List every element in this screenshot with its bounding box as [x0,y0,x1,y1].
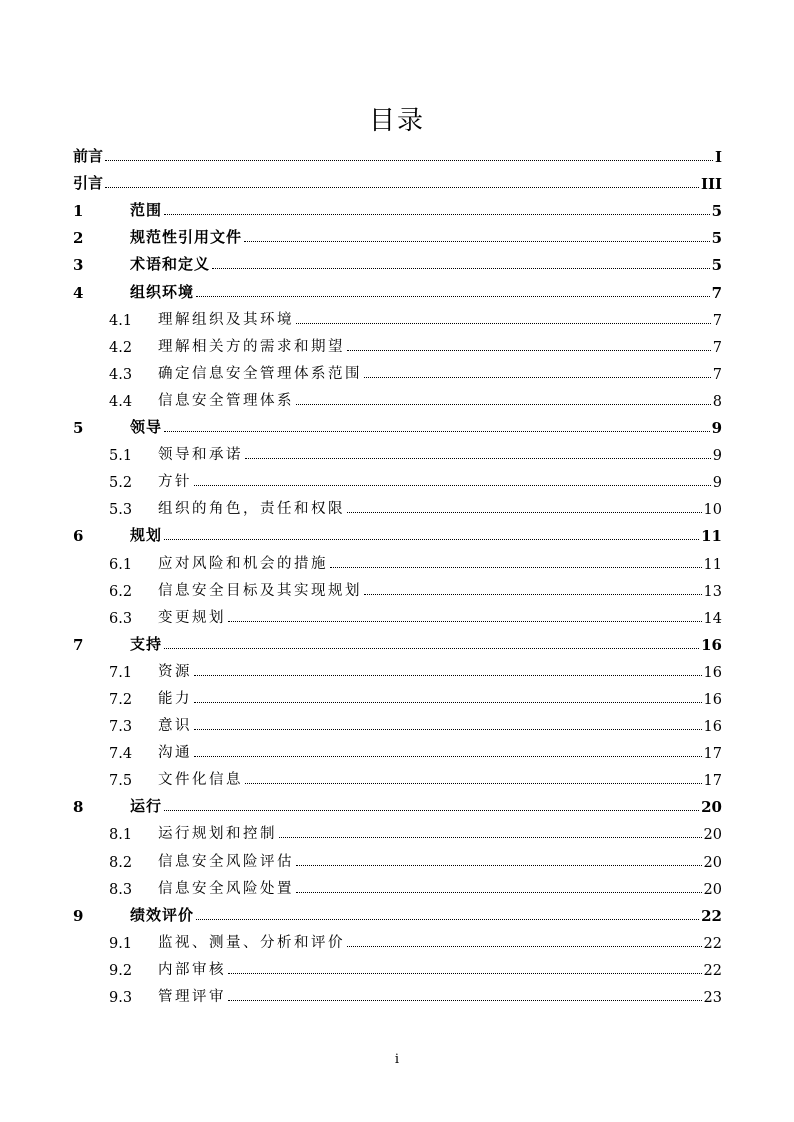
toc-entry-number: 9 [73,906,84,925]
dot-leader [164,431,710,432]
toc-entry-number: 4.1 [109,312,133,329]
toc-entry-number: 4.4 [109,393,133,410]
toc-entry-number: 8.1 [109,827,133,844]
dot-leader [296,892,702,893]
dot-leader [194,756,702,757]
page-number: i [394,1052,400,1067]
toc-entry-page[interactable]: 22 [703,935,722,952]
dot-leader [228,973,702,974]
toc-entry[interactable] [73,139,722,166]
toc-entry[interactable] [73,383,722,410]
toc-entry-title[interactable]: 方针 [158,474,192,491]
dot-leader [245,458,711,459]
toc-entry-number: 4.3 [109,366,133,383]
toc-entry-title[interactable]: 变更规划 [158,609,226,626]
toc-entry-page[interactable]: 7 [712,366,722,383]
toc-entry-page[interactable]: 22 [703,962,722,979]
toc-entry-page[interactable]: 16 [703,664,722,681]
toc-entry-page[interactable]: 13 [703,583,722,600]
dot-leader [164,648,699,649]
toc-entry-page[interactable]: 5 [711,229,722,248]
toc-entry-number: 4 [73,283,84,302]
toc-entry-page[interactable]: 7 [712,339,722,356]
toc-entry-page[interactable]: 10 [703,502,722,519]
toc-entry[interactable] [73,762,722,789]
toc-entry[interactable] [73,518,722,545]
toc-entry-number: 6.2 [109,583,133,600]
toc-entry[interactable] [73,464,722,491]
toc-entry[interactable] [73,274,722,301]
toc-entry-title[interactable]: 规划 [130,526,163,545]
toc-entry[interactable] [73,545,722,572]
toc-entry-number: 7 [73,635,84,654]
toc-entry-title[interactable]: 信息安全管理体系 [158,392,294,409]
toc-entry-title[interactable]: 意识 [158,718,192,735]
dot-leader [194,729,702,730]
dot-leader [364,594,702,595]
toc-entry-number: 6.3 [109,610,133,627]
toc-entry-number: 6 [73,527,84,546]
page-title: 目录 [368,106,425,136]
toc-entry-title[interactable]: 术语和定义 [130,255,211,274]
toc-entry[interactable] [73,816,722,843]
toc-entry[interactable] [73,871,722,898]
toc-entry-page[interactable]: 5 [711,202,722,221]
toc-entry-title[interactable]: 信息安全风险处置 [158,880,294,897]
dot-leader [296,865,702,866]
dot-leader [196,296,710,297]
toc-entry[interactable] [73,220,722,247]
toc-entry-title[interactable]: 运行规划和控制 [158,826,277,843]
toc-entry-number: 7.1 [109,664,133,681]
toc-entry-number: 8 [73,798,84,817]
toc-entry-number: 9.3 [109,990,133,1006]
toc-entry[interactable] [73,600,722,627]
toc-entry[interactable] [73,789,722,816]
toc-entry[interactable] [73,735,722,762]
toc-entry-number: 3 [73,256,84,275]
toc-entry-title[interactable]: 能力 [158,690,192,707]
toc-entry-number: 6.1 [109,556,133,573]
dot-leader [279,837,702,838]
toc-entry-page[interactable]: 17 [703,773,722,790]
toc-entry[interactable] [73,302,722,329]
toc-entry[interactable] [73,843,722,870]
dot-leader [105,187,699,188]
toc-entry-page[interactable]: 5 [711,256,722,275]
toc-entry-page[interactable]: 7 [711,283,722,302]
dot-leader [347,350,711,351]
dot-leader [105,160,713,161]
toc-entry-page[interactable]: 11 [703,556,722,573]
dot-leader [194,702,702,703]
dot-leader [194,675,702,676]
dot-leader [164,539,699,540]
dot-leader [196,919,699,920]
toc-entry-page[interactable]: 7 [712,312,722,329]
dot-leader [347,512,702,513]
toc-entry-page[interactable]: 16 [703,719,722,736]
toc-entry-page[interactable]: 16 [703,691,722,708]
toc-entry[interactable] [73,681,722,708]
toc-entry[interactable] [73,979,722,1006]
toc-entry[interactable] [73,952,722,979]
toc-entry-title[interactable]: 领导和承诺 [158,447,243,464]
toc-entry-title[interactable]: 管理评审 [158,989,226,1005]
toc-entry-title[interactable]: 范围 [130,201,163,220]
dot-leader [296,404,711,405]
dot-leader [330,567,702,568]
toc-entry-page[interactable]: 9 [712,475,722,492]
toc-entry-title[interactable]: 内部审核 [158,961,226,978]
toc-entry-page[interactable]: 11 [701,527,722,546]
toc-entry[interactable] [73,925,722,952]
toc-entry[interactable] [73,491,722,518]
toc-entry[interactable] [73,166,722,193]
dot-leader [347,946,702,947]
dot-leader [228,1000,702,1001]
toc-entry-page[interactable]: 9 [712,448,722,465]
toc-entry-title[interactable]: 理解组织及其环境 [158,311,294,328]
toc-entry-number: 9.1 [109,935,133,952]
toc-entry-page[interactable]: 9 [711,419,722,438]
toc-entry-title[interactable]: 组织的角色，责任和权限 [158,501,345,518]
toc-entry-title[interactable]: 组织环境 [130,282,195,301]
toc-entry-page[interactable]: 14 [703,610,722,627]
toc-entry-number: 1 [73,202,84,221]
toc-entry-number: 7.4 [109,746,133,763]
dot-leader [228,621,702,622]
toc-entry-page[interactable]: 17 [703,746,722,763]
toc-entry-title[interactable]: 理解相关方的需求和期望 [158,338,345,355]
dot-leader [244,241,710,242]
toc-entry-title[interactable]: 信息安全目标及其实现规划 [158,582,362,599]
toc-entry-page[interactable]: 16 [701,635,722,654]
dot-leader [164,810,699,811]
toc-entry-page[interactable]: I [714,148,722,167]
toc-entry-page[interactable]: 23 [703,990,722,1006]
toc-entry-title[interactable]: 绩效评价 [130,905,195,924]
dot-leader [296,323,711,324]
toc-entry[interactable] [73,329,722,356]
toc-entry-number: 7.5 [109,773,133,790]
toc-entry-number: 2 [73,229,84,248]
toc-entry-page[interactable]: 20 [703,881,722,898]
toc-entry[interactable] [73,356,722,383]
toc-entry-number: 4.2 [109,339,133,356]
toc-entry-page[interactable]: 20 [701,798,722,817]
toc-entry[interactable] [73,437,722,464]
toc-entry-page[interactable]: 8 [712,393,722,410]
toc-entry-page[interactable]: 20 [703,854,722,871]
toc-entry-page[interactable]: 20 [703,827,722,844]
toc-entry[interactable] [73,410,722,437]
toc-entry-title[interactable]: 前言 [73,147,104,166]
toc-entry-number: 9.2 [109,962,133,979]
toc-entry[interactable] [73,708,722,735]
table-of-contents [73,139,722,1006]
dot-leader [194,485,711,486]
toc-entry-title[interactable]: 支持 [130,634,163,653]
toc-entry[interactable] [73,627,722,654]
toc-entry-number: 8.3 [109,881,133,898]
toc-entry-number: 7.3 [109,719,133,736]
dot-leader [245,783,702,784]
toc-entry-page[interactable]: III [700,175,722,194]
dot-leader [364,377,711,378]
toc-entry[interactable] [73,654,722,681]
toc-entry-title[interactable]: 资源 [158,663,192,680]
toc-entry-title[interactable]: 应对风险和机会的措施 [158,555,328,572]
toc-entry-page[interactable]: 22 [701,906,722,925]
toc-entry-number: 5.1 [109,448,133,465]
toc-entry-title[interactable]: 沟通 [158,745,192,762]
toc-entry-number: 5 [73,419,84,438]
toc-entry-number: 8.2 [109,854,133,871]
toc-entry-number: 7.2 [109,691,133,708]
toc-entry-title[interactable]: 信息安全风险评估 [158,853,294,870]
dot-leader [212,268,710,269]
toc-entry[interactable] [73,247,722,274]
toc-entry-number: 5.2 [109,475,133,492]
toc-entry-number: 5.3 [109,502,133,519]
toc-entry-title[interactable]: 监视、测量、分析和评价 [158,934,345,951]
toc-entry-title[interactable]: 引言 [73,174,104,193]
toc-entry[interactable] [73,193,722,220]
toc-entry[interactable] [73,573,722,600]
dot-leader [164,214,710,215]
toc-entry-title[interactable]: 领导 [130,418,163,437]
toc-entry-title[interactable]: 文件化信息 [158,772,243,789]
toc-entry-title[interactable]: 确定信息安全管理体系范围 [158,365,362,382]
toc-entry-title[interactable]: 规范性引用文件 [130,228,243,247]
toc-entry[interactable] [73,898,722,925]
toc-entry-title[interactable]: 运行 [130,797,163,816]
